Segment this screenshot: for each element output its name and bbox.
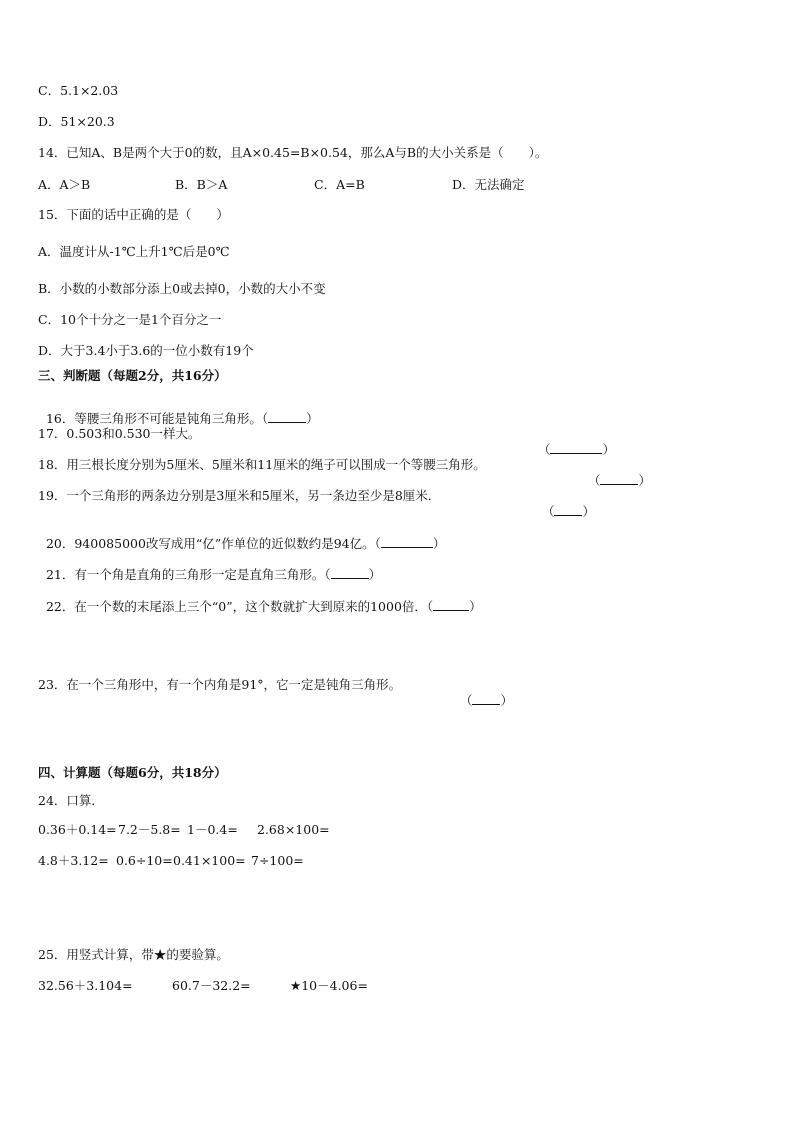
q21-text: 21．有一个角是直角的三角形一定是直角三角形。（	[45, 567, 331, 582]
q14-stem: 14．已知A、B是两个大于0的数，且A×0.45=B×0.54，那么A与B的大小关系是（ ）。	[38, 145, 548, 160]
q21	[38, 551, 381, 583]
q18-text: 18．用三根长度分别为5厘米、5厘米和11厘米的绳子可以围成一个等腰三角形。	[38, 457, 486, 472]
q15-option-b: B．小数的小数部分添上0或去掉0，小数的大小不变	[38, 281, 326, 296]
q19-close-paren: ）	[582, 504, 595, 519]
q19-answer-blank[interactable]	[554, 504, 582, 516]
q23-answer	[452, 677, 513, 709]
q15-stem: 15．下面的话中正确的是（ ）	[38, 207, 229, 222]
q14-option-a: A．A＞B	[38, 177, 91, 192]
q18-close-paren: ）	[638, 473, 651, 488]
q17-text: 17．0.503和0.530一样大。	[38, 426, 201, 441]
q19-open-paren: （	[541, 504, 555, 519]
q16-text: 16．等腰三角形不可能是钝角三角形。（	[45, 411, 269, 426]
q24-row2-item3: 0.41×100=	[173, 853, 246, 868]
q25-stem: 25．用竖式计算，带★的要验算。	[38, 947, 229, 962]
q14-option-d: D．无法确定	[452, 177, 525, 192]
q19-text: 19．一个三角形的两条边分别是3厘米和5厘米，另一条边至少是8厘米．	[38, 488, 441, 503]
q25-item1: 32.56＋3.104=	[38, 978, 133, 993]
q22-text: 22．在一个数的末尾添上三个“0”，这个数就扩大到原来的1000倍．（	[45, 599, 434, 614]
q23-text: 23．在一个三角形中，有一个内角是91°，它一定是钝角三角形。	[38, 677, 402, 692]
q17-answer-blank[interactable]	[550, 442, 602, 454]
q13-option-c: C．5.1×2.03	[38, 83, 119, 98]
q23-answer-blank[interactable]	[472, 693, 500, 705]
q20-text: 20．940085000改写成用“亿”作单位的近似数约是94亿。（	[45, 536, 381, 551]
q18-open-paren: （	[587, 473, 601, 488]
q20-answer-blank[interactable]	[381, 536, 433, 548]
q14-option-c: C．A=B	[314, 177, 365, 192]
q19-answer	[534, 488, 595, 520]
q22	[38, 583, 482, 615]
q17-close-paren: ）	[602, 442, 615, 457]
q24-row2-item2: 0.6÷10=	[116, 853, 173, 868]
q23-close-paren: ）	[500, 693, 513, 708]
q24-stem: 24．口算．	[38, 793, 104, 808]
q16-close-paren: ）	[306, 411, 319, 426]
q17-answer	[530, 426, 615, 458]
section-3-heading: 三、判断题（每题2分，共16分）	[38, 368, 227, 383]
q18-answer	[580, 457, 651, 489]
q16	[38, 395, 319, 427]
q20-close-paren: ）	[432, 536, 446, 551]
q22-answer-blank[interactable]	[433, 599, 469, 611]
q23-open-paren: （	[459, 693, 473, 708]
q15-option-d: D．大于3.4小于3.6的一位小数有19个	[38, 343, 254, 358]
q24-row2-item1: 4.8＋3.12=	[38, 853, 109, 868]
q14-option-b: B．B＞A	[175, 177, 228, 192]
q25-item3: ★10－4.06=	[290, 978, 368, 993]
q21-answer-blank[interactable]	[331, 567, 369, 579]
q20	[38, 520, 445, 552]
q13-option-d: D．51×20.3	[38, 114, 115, 129]
q17-open-paren: （	[537, 442, 551, 457]
q24-row1-item4: 2.68×100=	[257, 822, 330, 837]
q24-row1-item3: 1－0.4=	[187, 822, 238, 837]
q22-close-paren: ）	[469, 599, 482, 614]
q24-row1-item1: 0.36＋0.14=	[38, 822, 117, 837]
q21-close-paren: ）	[368, 567, 382, 582]
q24-row2-item4: 7÷100=	[251, 853, 304, 868]
q16-answer-blank[interactable]	[268, 411, 306, 423]
q15-option-a: A．温度计从-1℃上升1℃后是0℃	[38, 244, 230, 259]
q18-answer-blank[interactable]	[600, 473, 638, 485]
q15-option-c: C．10个十分之一是1个百分之一	[38, 312, 222, 327]
q24-row1-item2: 7.2－5.8=	[118, 822, 181, 837]
section-4-heading: 四、计算题（每题6分，共18分）	[38, 765, 227, 780]
q25-item2: 60.7－32.2=	[172, 978, 251, 993]
